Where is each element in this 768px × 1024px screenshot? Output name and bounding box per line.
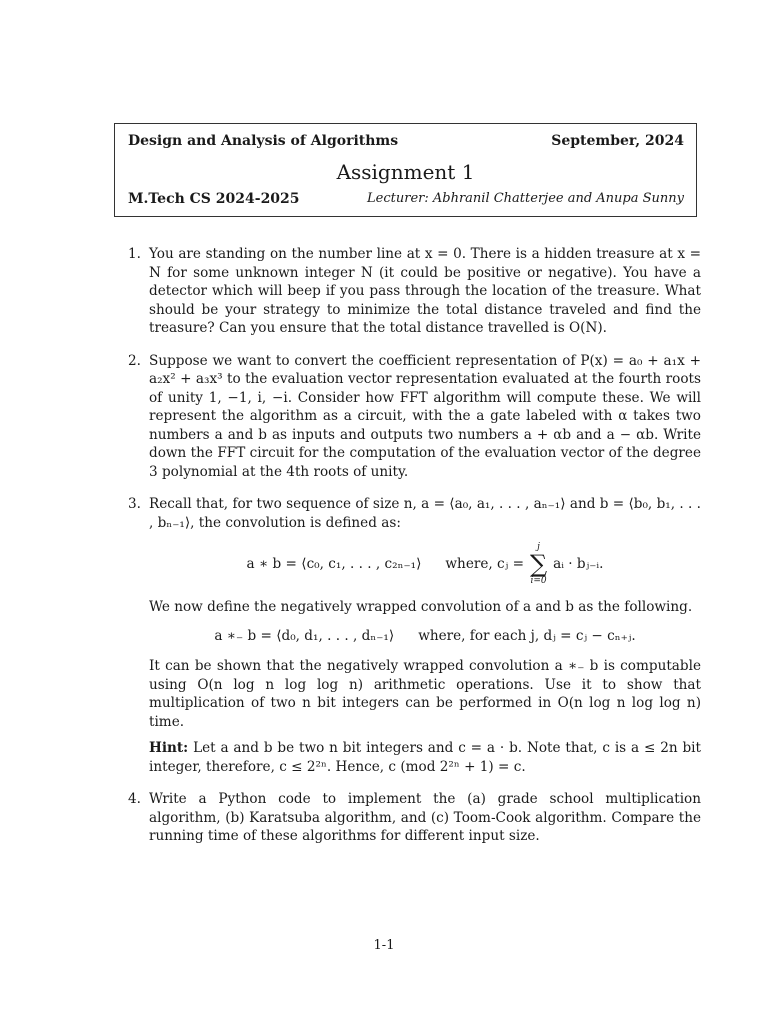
header-box — [114, 123, 697, 217]
assignment-title: Assignment 1 — [336, 160, 475, 184]
hint — [149, 739, 701, 776]
question-1 — [128, 245, 701, 338]
eq2-lhs: a ∗₋ b = ⟨d₀, d₁, . . . , dₙ₋₁⟩ — [214, 627, 395, 644]
negative-convolution-equation — [149, 627, 701, 646]
date: September, 2024 — [551, 133, 684, 149]
question-intro: Recall that, for two sequence of size n, a = ⟨a₀, a₁, . . . , aₙ₋₁⟩ and b = ⟨b₀, b₁, . . . , bₙ₋₁⟩, the convolution is defined as: — [149, 496, 701, 531]
sum-upper: j — [537, 542, 540, 552]
question-3 — [128, 495, 701, 776]
questions — [128, 245, 701, 860]
program: M.Tech CS 2024-2025 — [128, 191, 300, 207]
eq1-rhs: aᵢ · bⱼ₋ᵢ. — [553, 555, 604, 572]
question-number: 2. — [128, 352, 141, 369]
header-bottom-row — [128, 191, 684, 207]
question-text: Write a Python code to implement the (a) grade school multiplication algorithm, (b) Karatsuba algorithm, and (c) Toom-Cook algorithm. Compare the running time of these algorithms for different input size. — [149, 791, 701, 844]
sigma-symbol: ∑ — [529, 550, 548, 578]
hint-label: Hint: — [149, 740, 189, 756]
question-text: You are standing on the number line at x = 0. There is a hidden treasure at x = N for some unknown integer N (it could be positive or negative). You have a detector which will beep if you pass through the location of the treasure. What should be your strategy to minimize the total distance traveled and find the treasure? Can you ensure that the total distance travelled is O(N). — [149, 246, 701, 336]
sum-lower: i=0 — [530, 576, 547, 586]
page-number: 1-1 — [373, 938, 395, 953]
course-name: Design and Analysis of Algorithms — [128, 133, 399, 149]
eq1-mid: where, cⱼ = — [445, 555, 524, 572]
question-number: 1. — [128, 246, 141, 262]
question-text: Suppose we want to convert the coefficient representation of P(x) = a₀ + a₁x + a₂x² + a₃x³ to the evaluation vector representation evaluated at the fourth roots of unity 1, −1, i, −i. Consider how FFT algorithm will compute these. We will represent the algorithm as a circuit, with the a gate labeled with α takes two numbers a and b as inputs and outputs two numbers a + αb and a − αb. Write down the FFT circuit for the computation of the evaluation vector of the degree 3 polynomial at the 4th roots of unity. — [149, 352, 701, 480]
lecturer: Lecturer: Abhranil Chatterjee and Anupa Sunny — [367, 191, 684, 206]
question-number: 4. — [128, 791, 141, 807]
eq2-rhs: where, for each j, dⱼ = cⱼ − cₙ₊ⱼ. — [418, 627, 636, 644]
question-4 — [128, 790, 701, 846]
question-body: It can be shown that the negatively wrapped convolution a ∗₋ b is computable using O(n log n log log n) arithmetic operations. Use it to show that multiplication of two n bit integers can be performed in O(n log n log log n) time. — [149, 658, 701, 730]
negative-convolution-definition: We now define the negatively wrapped convolution of a and b as the following. — [149, 599, 693, 615]
eq1-lhs: a ∗ b = ⟨c₀, c₁, . . . , c₂ₙ₋₁⟩ — [246, 555, 422, 572]
question-2 — [128, 352, 701, 482]
header-top-row — [128, 133, 684, 149]
summation — [530, 542, 547, 586]
hint-text: Let a and b be two n bit integers and c = a · b. Note that, c is a ≤ 2n bit integer, therefore, c ≤ 2²ⁿ. Hence, c (mod 2²ⁿ + 1) = c. — [149, 740, 701, 775]
question-number: 3. — [128, 496, 141, 512]
convolution-equation — [149, 542, 701, 586]
